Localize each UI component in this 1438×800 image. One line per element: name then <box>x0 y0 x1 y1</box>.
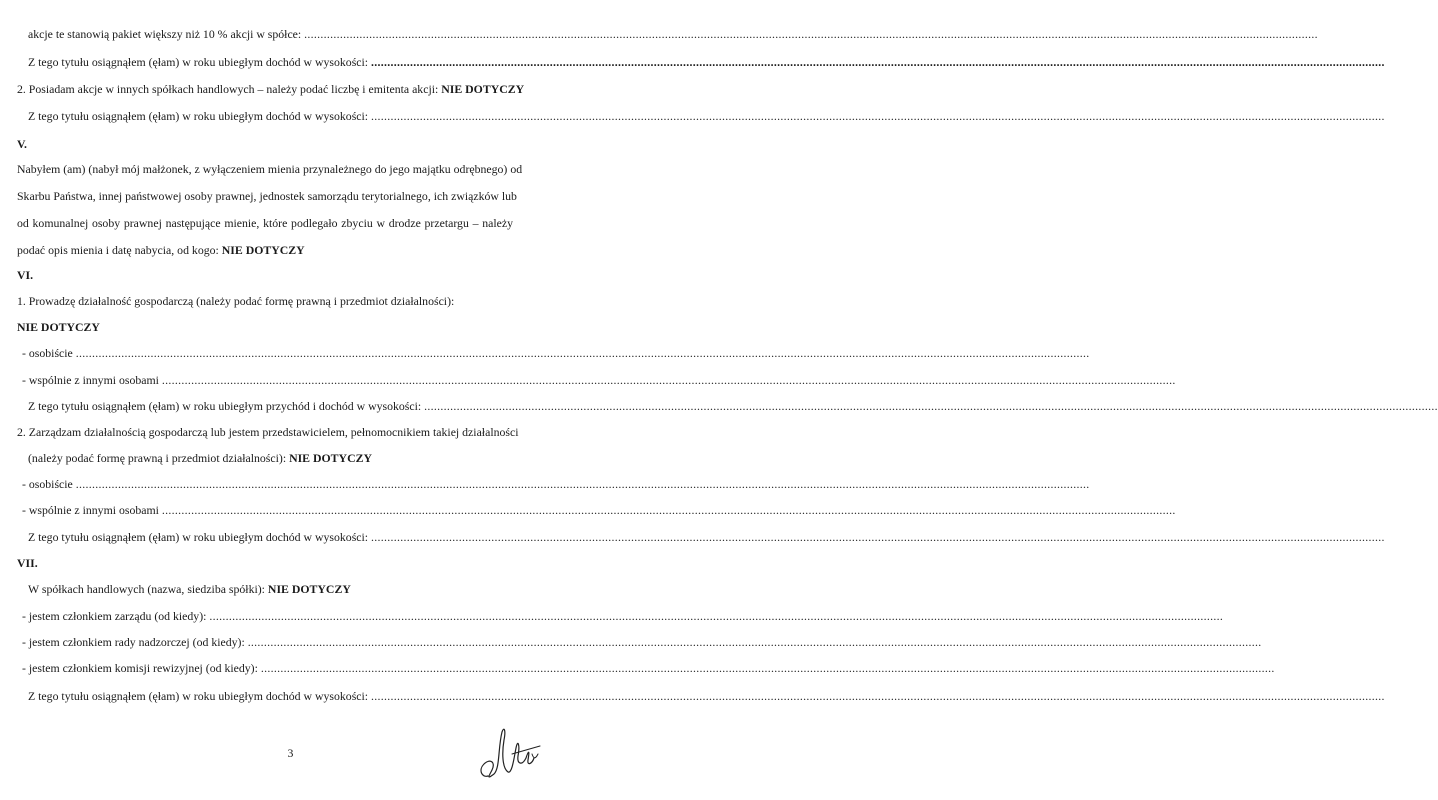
line-business-activity: 1. Prowadzę działalność gospodarczą (należy podać formę prawną i przedmiot działalności): <box>17 294 455 308</box>
handwritten-signature <box>468 718 558 788</box>
line-manage-business: 2. Zarządzam działalnością gospodarczą lub jestem przedstawicielem, pełnomocnikiem takiej działalności <box>17 425 519 439</box>
fill-dots: ........................................................................................................................................................................................................................................................................................................................ <box>209 609 1224 623</box>
line-board-member: - jestem członkiem zarządu (od kiedy): ........................................................................................................................................................................................................................................................................................................................ <box>22 609 1224 623</box>
line-income-1: Z tego tytułu osiągnąłem (ęłam) w roku ubiegłym dochód w wysokości: ........................................................................................................................................................................................................................................................................................................................ <box>28 55 1385 69</box>
line-personally-2: - osobiście ........................................................................................................................................................................................................................................................................................................................ <box>22 477 1090 491</box>
section-v-paragraph-line-3: od komunalnej osoby prawnej następujące mienie, które podlegało zbyciu w drodze przetargu – należy <box>17 216 513 230</box>
not-applicable-label: NIE DOTYCZY <box>221 243 305 257</box>
line-legal-form: (należy podać formę prawną i przedmiot działalności): NIE DOTYCZY <box>28 451 372 465</box>
line-supervisory-board: - jestem członkiem rady nadzorczej (od kiedy): ........................................................................................................................................................................................................................................................................................................................ <box>22 635 1262 649</box>
page-number: 3 <box>287 746 294 760</box>
line-personally: - osobiście ........................................................................................................................................................................................................................................................................................................................ <box>22 346 1090 360</box>
line-other-shares: 2. Posiadam akcje w innych spółkach handlowych – należy podać liczbę i emitenta akcji: NIE DOTYCZY <box>17 82 525 96</box>
section-v-paragraph-line-1: Nabyłem (am) (nabył mój małżonek, z wyłączeniem mienia przynależnego do jego majątku odrębnego) od <box>17 162 523 176</box>
section-heading-v: V. <box>17 137 27 151</box>
line-jointly-2: - wspólnie z innymi osobami ........................................................................................................................................................................................................................................................................................................................ <box>22 503 1176 517</box>
section-heading-vii: VII. <box>17 556 38 570</box>
not-applicable-label: NIE DOTYCZY <box>289 451 372 465</box>
not-applicable-label: NIE DOTYCZY <box>17 320 100 334</box>
not-applicable-label: NIE DOTYCZY <box>441 82 525 96</box>
section-v-paragraph-line-4: podać opis mienia i datę nabycia, od kogo: NIE DOTYCZY <box>17 243 305 257</box>
fill-dots: ........................................................................................................................................................................................................................................................................................................................ <box>161 373 1176 387</box>
fill-dots: ........................................................................................................................................................................................................................................................................................................................ <box>161 503 1176 517</box>
fill-dots: ........................................................................................................................................................................................................................................................................................................................ <box>260 661 1275 675</box>
section-v-paragraph-line-2: Skarbu Państwa, innej państwowej osoby prawnej, jednostek samorządu terytorialnego, ich związków lub <box>17 189 517 203</box>
line-shares-packet: akcje te stanowią pakiet większy niż 10 % akcji w spółce: ........................................................................................................................................................................................................................................................................................................................ <box>28 27 1318 41</box>
line-jointly: - wspólnie z innymi osobami ........................................................................................................................................................................................................................................................................................................................ <box>22 373 1176 387</box>
line-revenue-income: Z tego tytułu osiągnąłem (ęłam) w roku ubiegłym przychód i dochód w wysokości: ........................................................................................................................................................................................................................................................................................................................ <box>28 399 1438 413</box>
fill-dots: ........................................................................................................................................................................................................................................................................................................................ <box>371 109 1385 123</box>
fill-dots: ........................................................................................................................................................................................................................................................................................................................ <box>371 55 1385 69</box>
section-heading-vi: VI. <box>17 268 34 282</box>
fill-dots: ........................................................................................................................................................................................................................................................................................................................ <box>304 27 1318 41</box>
line-income-4: Z tego tytułu osiągnąłem (ęłam) w roku ubiegłym dochód w wysokości: ........................................................................................................................................................................................................................................................................................................................ <box>28 689 1385 703</box>
fill-dots: ........................................................................................................................................................................................................................................................................................................................ <box>75 346 1090 360</box>
fill-dots: ........................................................................................................................................................................................................................................................................................................................ <box>371 530 1385 544</box>
fill-dots: ........................................................................................................................................................................................................................................................................................................................ <box>424 399 1438 413</box>
fill-dots: ........................................................................................................................................................................................................................................................................................................................ <box>75 477 1090 491</box>
line-income-3: Z tego tytułu osiągnąłem (ęłam) w roku ubiegłym dochód w wysokości: ........................................................................................................................................................................................................................................................................................................................ <box>28 530 1385 544</box>
line-income-2: Z tego tytułu osiągnąłem (ęłam) w roku ubiegłym dochód w wysokości: ........................................................................................................................................................................................................................................................................................................................ <box>28 109 1385 123</box>
fill-dots: ........................................................................................................................................................................................................................................................................................................................ <box>371 689 1385 703</box>
not-applicable-label: NIE DOTYCZY <box>267 582 351 596</box>
fill-dots: ........................................................................................................................................................................................................................................................................................................................ <box>247 635 1262 649</box>
line-companies: W spółkach handlowych (nazwa, siedziba spółki): NIE DOTYCZY <box>28 582 351 596</box>
line-audit-committee: - jestem członkiem komisji rewizyjnej (od kiedy): ........................................................................................................................................................................................................................................................................................................................ <box>22 661 1275 675</box>
